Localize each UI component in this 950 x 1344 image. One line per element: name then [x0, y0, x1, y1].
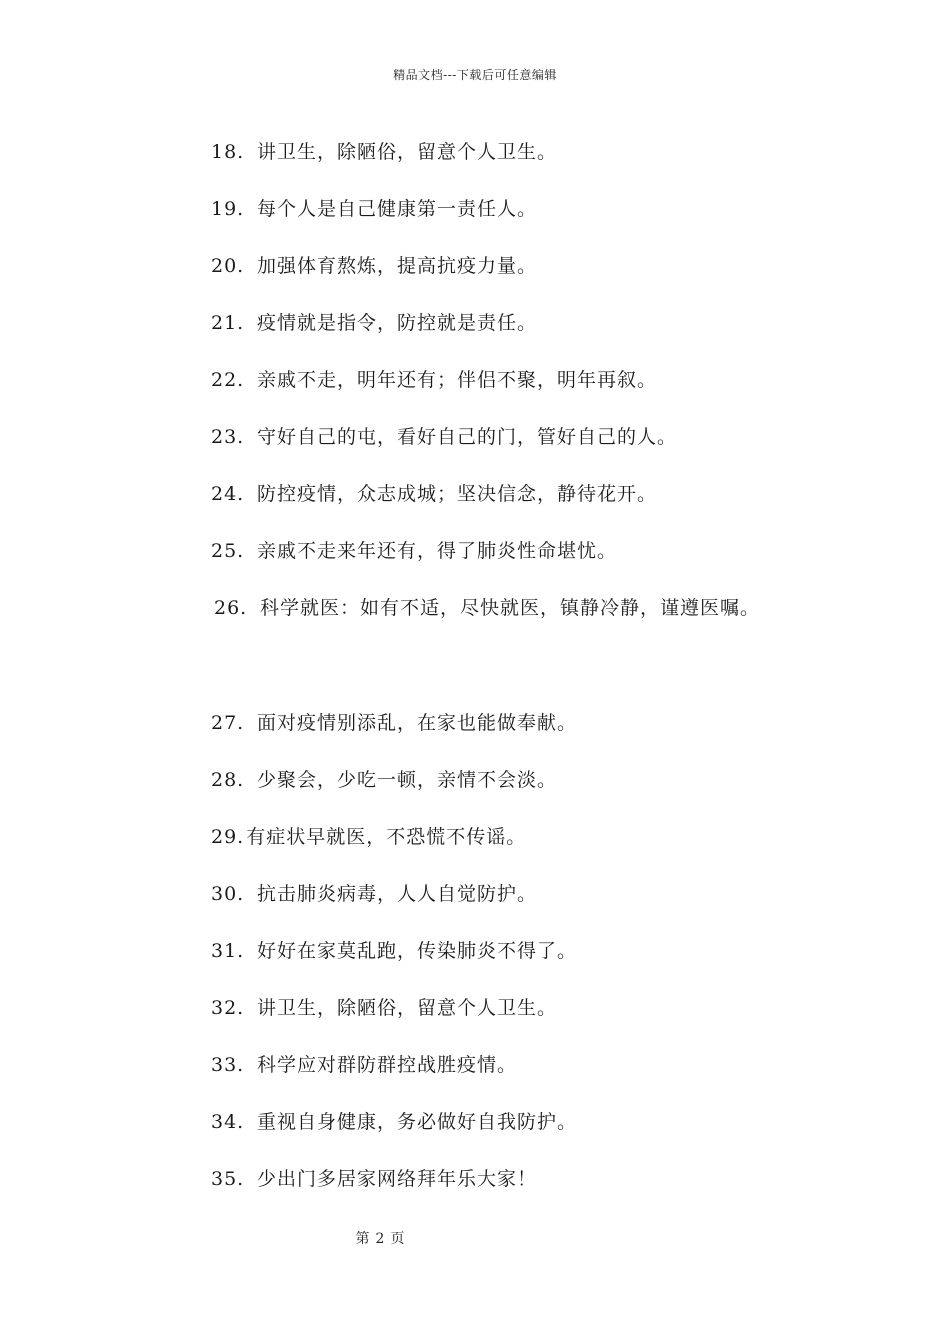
item-text: 每个人是自己健康第一责任人。 — [257, 198, 538, 220]
item-text: 守好自己的屯，看好自己的门，管好自己的人。 — [257, 426, 678, 448]
list-item — [211, 939, 577, 963]
list-item — [211, 825, 526, 849]
list-item — [211, 882, 537, 906]
item-number: 20. — [211, 255, 245, 277]
list-item — [211, 768, 557, 792]
page-number: 2 — [375, 1231, 385, 1247]
page-number-suffix: 页 — [390, 1231, 405, 1247]
item-text: 科学应对群防群控战胜疫情。 — [257, 1054, 518, 1076]
list-item — [211, 1053, 517, 1077]
item-number: 27. — [211, 712, 245, 734]
list-item — [211, 482, 657, 506]
item-number: 34. — [211, 1111, 245, 1133]
list-item — [211, 996, 557, 1020]
list-item — [211, 368, 657, 392]
item-number: 25. — [211, 540, 245, 562]
item-text: 面对疫情别添乱，在家也能做奉献。 — [257, 712, 578, 734]
list-item — [214, 596, 760, 620]
item-text: 少出门多居家网络拜年乐大家！ — [257, 1168, 538, 1190]
page-header: 精品文档---下载后可任意编辑 — [393, 68, 557, 82]
item-number: 21. — [211, 312, 245, 334]
list-item — [211, 254, 537, 278]
item-number: 23. — [211, 426, 245, 448]
page-number-prefix: 第 — [355, 1231, 370, 1247]
list-item — [211, 311, 537, 335]
item-text: 防控疫情，众志成城；坚决信念，静待花开。 — [257, 483, 658, 505]
list-item — [211, 140, 557, 164]
item-text: 疫情就是指令，防控就是责任。 — [257, 312, 538, 334]
item-text: 科学就医：如有不适，尽快就医，镇静冷静，谨遵医嘱。 — [260, 597, 761, 619]
item-number: 31. — [211, 940, 245, 962]
item-number: 24. — [211, 483, 245, 505]
item-text: 亲戚不走，明年还有；伴侣不聚，明年再叙。 — [257, 369, 658, 391]
item-number: 26. — [214, 597, 248, 619]
item-text: 讲卫生，除陋俗，留意个人卫生。 — [257, 141, 558, 163]
item-text: 亲戚不走来年还有，得了肺炎性命堪忧。 — [257, 540, 618, 562]
item-number: 33. — [211, 1054, 245, 1076]
item-number: 18. — [211, 141, 245, 163]
item-text: 少聚会，少吃一顿，亲情不会淡。 — [257, 769, 558, 791]
item-text: 抗击肺炎病毒，人人自觉防护。 — [257, 883, 538, 905]
item-text: 讲卫生，除陋俗，留意个人卫生。 — [257, 997, 558, 1019]
item-number: 32. — [211, 997, 245, 1019]
item-text: 加强体育熬炼，提高抗疫力量。 — [257, 255, 538, 277]
list-item — [211, 539, 617, 563]
list-item — [211, 711, 577, 735]
item-number: 28. — [211, 769, 245, 791]
list-item — [211, 1110, 577, 1134]
item-text: 有症状早就医，不恐慌不传谣。 — [246, 826, 527, 848]
item-number: 22. — [211, 369, 245, 391]
item-text: 重视自身健康，务必做好自我防护。 — [257, 1111, 578, 1133]
list-item — [211, 425, 677, 449]
list-item — [211, 197, 537, 221]
item-text: 好好在家莫乱跑，传染肺炎不得了。 — [257, 940, 578, 962]
item-number: 19. — [211, 198, 245, 220]
item-number: 35. — [211, 1168, 245, 1190]
item-number: 29. — [211, 826, 245, 848]
list-item — [211, 1167, 537, 1191]
item-number: 30. — [211, 883, 245, 905]
page-footer — [0, 1228, 760, 1248]
